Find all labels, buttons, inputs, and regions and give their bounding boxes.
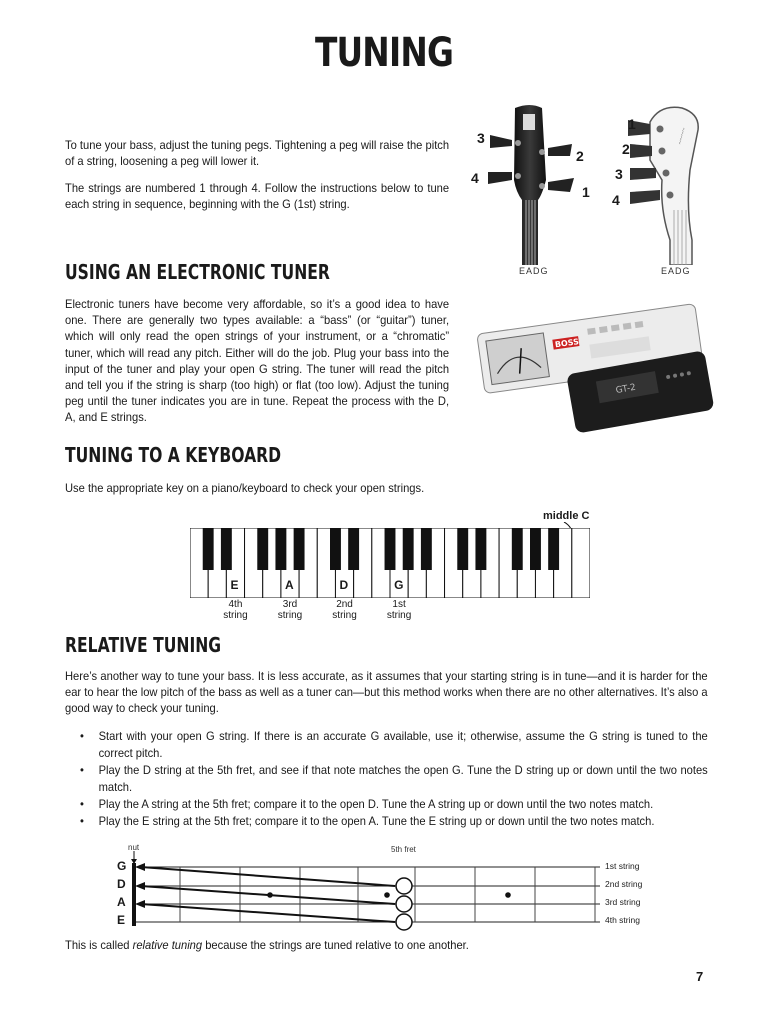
keyboard-string-number: 4th [228,599,243,610]
keyboard-string-label [325,599,365,621]
keyboard-string-word: string [332,610,357,621]
string-name-1st: 1st string [605,861,640,871]
tuner-model-label: GT-2 [614,382,637,397]
piano-keyboard [190,528,590,598]
piano-black-key [548,528,559,570]
keyboard-string-label [215,599,255,621]
headstock-right-label-1: 1 [628,116,636,132]
intro-paragraph-2: The strings are numbered 1 through 4. Follow the instructions below to tune each string in sequence, beginning with the G (1st) string. [65,181,450,212]
string-name-2nd: 2nd string [605,879,643,889]
relative-tuning-step: • Start with your open G string. If there is an accurate G available, use it; otherwise, assume the G string is tuned to the correct pitch. [80,728,708,762]
piano-black-key [203,528,214,570]
piano-black-key [257,528,268,570]
fifth-fret-label: 5th fret [391,845,416,854]
piano-black-key [512,528,523,570]
intro-paragraph-1: To tune your bass, adjust the tuning pegs. Tightening a peg will raise the pitch of a string, loosening a peg will lower it. [65,138,450,169]
keyboard-string-number: 1st [392,599,406,610]
piano-black-key [421,528,432,570]
headstock-right-label-2: 2 [622,141,630,157]
keyboard-string-label [379,599,419,621]
keyboard-note-g: G [394,578,404,592]
keyboard-string-label [270,599,310,621]
page-number: 7 [696,969,704,984]
keyboard-note-d: D [339,578,349,592]
relative-tuning-paragraph: Here’s another way to tune your bass. It is less accurate, as it assumes that your starting string is in tune—and it is harder for the ear to hear the low pitch of the bass as well as a tuner can—but this method works when there are no other alternatives. It’s also a good way to check your tuning. [65,669,708,716]
tuner-brand-label: BOSS [554,337,580,350]
headstock-left-caption: EADG [519,266,549,276]
electronic-tuner-photo [470,290,715,435]
keyboard-paragraph: Use the appropriate key on a piano/keyboard to check your open strings. [65,481,425,495]
nut-label: nut [128,843,140,852]
headstock-left-label-4: 4 [471,170,479,186]
headstock-left-label-1: 1 [582,184,590,200]
footnote-emphasis: relative tuning [132,938,203,952]
footnote-text-start: This is called [65,938,133,952]
piano-white-key [572,528,590,598]
keyboard-string-number: 3rd [282,599,298,610]
piano-black-key [385,528,396,570]
electronic-tuner-paragraph: Electronic tuners have become very affordable, so it’s a good idea to have one. There are generally two types available: a “bass” (or “guitar”) tuner, which will only read the open strings of your instrument, or a “chromatic” tuner, which will read any pitch. Either will do the job. Plug your bass into the input of the tuner and play your open G string. The tuner will read the pitch and tell you if the string is sharp (too high) or flat (too low). Adjust the tuning peg until the tuner indicates you are in tune. Repeat the process with the D, A, and E strings. [65,297,450,425]
string-note-d: D [117,877,126,891]
relative-tuning-step: • Play the D string at the 5th fret, and see if that note matches the open G. Tune the D string up or down until the two notes match. [80,762,708,796]
piano-black-key [530,528,541,570]
keyboard-string-word: string [277,610,303,621]
page-title: TUNING [314,30,454,76]
relative-tuning-step: • Play the E string at the 5th fret; compare it to the open A. Tune the E string up or down until the two notes match. [80,813,708,830]
bass-headstock-photo-left [470,100,600,265]
string-name-4th: 4th string [605,915,640,925]
string-note-a: A [117,895,126,909]
keyboard-string-word: string [223,610,248,621]
headstock-left-label-3: 3 [477,130,485,146]
relative-tuning-steps [80,728,708,830]
svg-text:~~~~: ~~~~ [675,126,689,146]
headstock-left-label-2: 2 [576,148,584,164]
footnote-text-end: because the strings are tuned relative to one another. [202,938,469,952]
string-note-g: G [117,859,127,873]
section-heading-electronic-tuner: USING AN ELECTRONIC TUNER [65,260,330,284]
relative-tuning-fretboard-diagram [125,862,605,934]
section-heading-keyboard: TUNING TO A KEYBOARD [65,443,282,467]
piano-black-key [457,528,468,570]
piano-black-key [403,528,414,570]
string-name-3rd: 3rd string [605,897,641,907]
piano-black-key [275,528,286,570]
piano-black-key [475,528,486,570]
middle-c-label: middle C [543,510,590,522]
piano-black-key [330,528,341,570]
piano-black-key [221,528,232,570]
headstock-right-caption: EADG [661,266,691,276]
headstock-right-label-3: 3 [615,166,623,182]
string-note-e: E [117,913,126,927]
piano-black-key [294,528,305,570]
relative-tuning-footnote [65,938,469,952]
section-heading-relative-tuning: RELATIVE TUNING [65,633,222,657]
relative-tuning-step: • Play the A string at the 5th fret; compare it to the open D. Tune the A string up or down until the two notes match. [80,796,708,813]
keyboard-string-number: 2nd [336,599,353,610]
keyboard-note-a: A [285,578,294,592]
keyboard-note-e: E [230,578,239,592]
piano-black-key [348,528,359,570]
headstock-right-label-4: 4 [612,192,620,208]
keyboard-string-word: string [386,610,412,621]
